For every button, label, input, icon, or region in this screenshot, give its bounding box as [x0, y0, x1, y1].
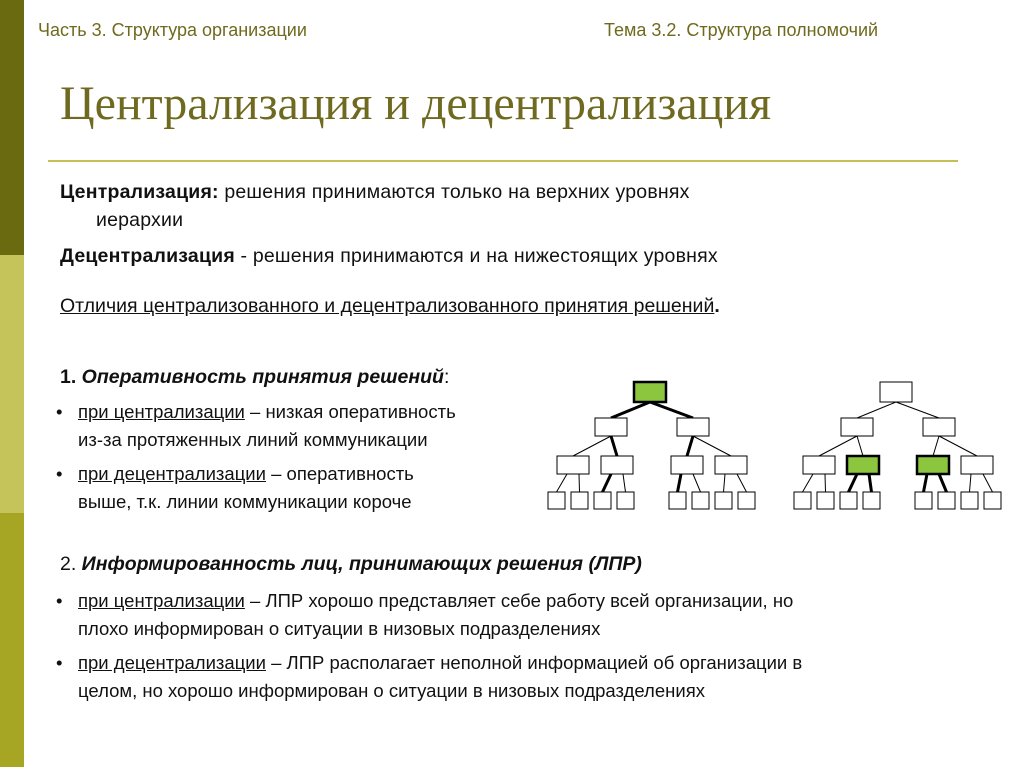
section2-bullet-2	[58, 649, 998, 705]
centralization-text-line1: решения принимаются только на верхних уровнях	[218, 181, 690, 203]
org-chart-link	[939, 474, 947, 492]
definition-centralization	[60, 178, 940, 234]
bullet-label: при централизации	[78, 401, 245, 422]
org-chart-link	[611, 436, 617, 456]
org-chart-link	[573, 436, 611, 456]
org-chart-link	[924, 474, 928, 492]
org-node-level3	[803, 456, 835, 474]
org-node-level3	[557, 456, 589, 474]
differences-heading-period: .	[714, 295, 720, 317]
org-chart-link	[933, 436, 939, 456]
org-node-level3	[847, 456, 879, 474]
org-node-leaf	[863, 492, 880, 509]
sidebar-segment-light	[0, 255, 24, 513]
section1-number: 1.	[60, 366, 77, 388]
bullet-line2: плохо информирован о ситуации в низовых подразделениях	[78, 618, 601, 639]
sidebar-segment-dark	[0, 0, 24, 255]
org-node-level3	[961, 456, 993, 474]
org-chart-diagrams	[540, 372, 1010, 522]
bullet-line1: – ЛПР располагает неполной информацией об организации в	[265, 652, 803, 673]
org-chart-link	[737, 474, 747, 492]
org-node-leaf	[617, 492, 634, 509]
differences-heading	[60, 295, 720, 318]
org-chart-link	[650, 402, 693, 418]
org-node-leaf	[938, 492, 955, 509]
title-divider	[48, 160, 958, 162]
org-node-leaf	[915, 492, 932, 509]
org-node-leaf	[738, 492, 755, 509]
org-node-level2	[923, 418, 955, 436]
org-chart-link	[983, 474, 993, 492]
org-node-leaf	[794, 492, 811, 509]
org-chart-link	[819, 436, 857, 456]
org-node-level3	[601, 456, 633, 474]
section1-title: Оперативность принятия решений	[76, 366, 444, 388]
org-chart-link	[579, 474, 580, 492]
centralization-text-line2: иерархии	[96, 209, 184, 231]
org-node-leaf	[984, 492, 1001, 509]
bullet-label: при децентрализации	[78, 463, 266, 484]
decentralized-org-chart	[794, 382, 1001, 509]
org-node-leaf	[840, 492, 857, 509]
section2-heading	[60, 553, 642, 576]
org-chart-link	[869, 474, 872, 492]
bullet-line2: целом, но хорошо информирован о ситуации в низовых подразделениях	[78, 680, 705, 701]
org-chart-link	[687, 436, 693, 456]
org-node-level3	[715, 456, 747, 474]
org-node-leaf	[817, 492, 834, 509]
section1-bullet-1	[58, 398, 558, 454]
org-node-leaf	[571, 492, 588, 509]
sidebar-strip	[0, 0, 24, 767]
section1-bullet-2	[58, 460, 558, 516]
decentralization-term: Децентрализация	[60, 245, 235, 267]
org-chart-link	[603, 474, 612, 492]
section2-bullet-1	[58, 587, 998, 643]
header-part: Часть 3. Структура организации	[38, 20, 307, 40]
org-node-level3	[917, 456, 949, 474]
org-node-top	[634, 382, 666, 402]
bullet-line1: – низкая оперативность	[244, 401, 456, 422]
bullet-dot: •	[56, 652, 63, 673]
org-node-top	[880, 382, 912, 402]
org-chart-link	[825, 474, 826, 492]
org-node-level2	[841, 418, 873, 436]
org-chart-link	[623, 474, 626, 492]
org-node-level2	[595, 418, 627, 436]
org-node-leaf	[692, 492, 709, 509]
org-node-leaf	[961, 492, 978, 509]
centralization-term: Централизация:	[60, 181, 219, 203]
bullet-line2: из-за протяженных линий коммуникации	[78, 429, 428, 450]
org-chart-link	[693, 436, 731, 456]
section2-number: 2.	[60, 553, 77, 575]
decentralization-text: - решения принимаются и на нижестоящих уровнях	[234, 245, 718, 267]
org-chart-link	[611, 402, 650, 418]
differences-heading-text: Отличия централизованного и децентрализованного принятия решений	[60, 295, 715, 317]
bullet-label: при децентрализации	[78, 652, 266, 673]
org-node-leaf	[669, 492, 686, 509]
section1-colon: :	[443, 366, 450, 388]
section2-title: Информированность лиц, принимающих решения (ЛПР)	[76, 553, 642, 575]
org-node-leaf	[594, 492, 611, 509]
sidebar-segment-mid	[0, 513, 24, 767]
org-node-leaf	[548, 492, 565, 509]
org-chart-link	[896, 402, 939, 418]
org-node-leaf	[715, 492, 732, 509]
org-chart-link	[693, 474, 701, 492]
org-chart-link	[678, 474, 682, 492]
org-chart-link	[849, 474, 858, 492]
org-chart-link	[557, 474, 568, 492]
org-chart-link	[857, 402, 896, 418]
section1-heading	[60, 366, 449, 389]
org-chart-link	[857, 436, 863, 456]
bullet-dot: •	[56, 590, 63, 611]
org-chart-link	[803, 474, 814, 492]
bullet-label: при централизации	[78, 590, 245, 611]
org-chart-link	[724, 474, 726, 492]
bullet-line1: – ЛПР хорошо представляет себе работу всей организации, но	[244, 590, 794, 611]
org-chart-link	[939, 436, 977, 456]
org-node-level3	[671, 456, 703, 474]
org-chart-link	[970, 474, 972, 492]
bullet-line2: выше, т.к. линии коммуникации короче	[78, 491, 412, 512]
org-node-level2	[677, 418, 709, 436]
bullet-dot: •	[56, 401, 63, 422]
header-topic: Тема 3.2. Структура полномочий	[604, 20, 879, 40]
bullet-dot: •	[56, 463, 63, 484]
slide-title: Централизация и децентрализация	[60, 77, 772, 130]
centralized-org-chart	[548, 382, 755, 509]
definition-decentralization	[60, 242, 960, 270]
bullet-line1: – оперативность	[265, 463, 414, 484]
